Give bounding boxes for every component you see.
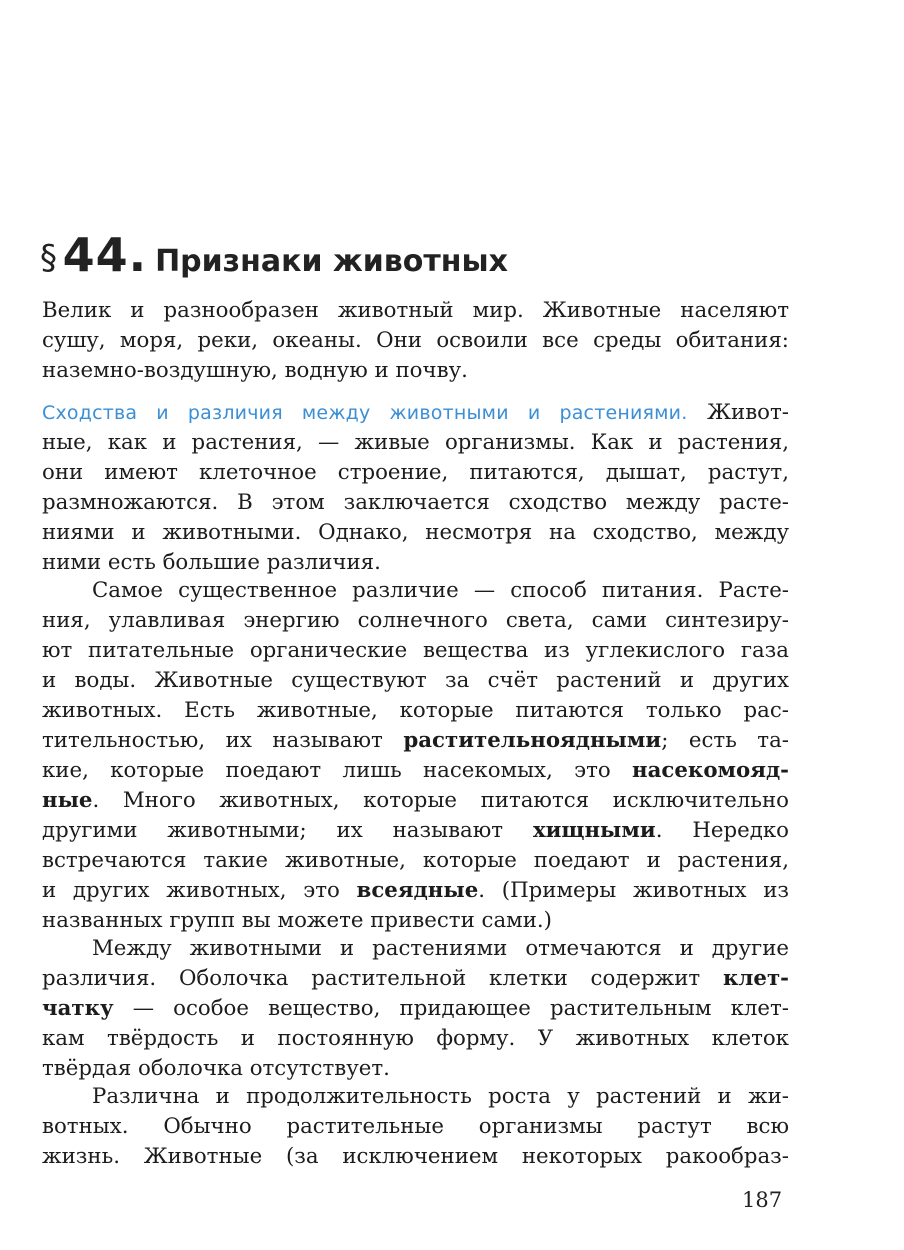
paragraph-line: Между животными и растениями отмечаются и другие [92, 936, 789, 961]
text-run: . Нередко [655, 818, 789, 843]
paragraph-line: ниями и животными. Однако, несмотря на сходство, между [42, 520, 789, 545]
subheading: Сходства и различия между животными и растениями. [42, 402, 688, 424]
section-heading [40, 228, 508, 282]
paragraph-line: и воды. Животные существуют за счёт растений и других [42, 668, 789, 693]
paragraph-line [42, 726, 789, 756]
paragraph-line [42, 398, 789, 428]
term-predators: хищными [532, 818, 656, 843]
text-run: тительностью, их называют [42, 728, 404, 753]
text-run: — особое вещество, придающее растительным клет- [113, 996, 789, 1021]
paragraph-line: ные, как и растения, — живые организмы. Как и растения, [42, 430, 789, 455]
paragraph-line: вотных. Обычно растительные организмы растут всю [42, 1114, 789, 1139]
intro-line: Велик и разнообразен животный мир. Животные населяют [42, 298, 789, 323]
text-run: ; есть та- [661, 728, 789, 753]
paragraph-line [42, 994, 789, 1024]
paragraph-line: встречаются такие животные, которые поедают и растения, [42, 848, 789, 873]
paragraph-line: ют питательные органические вещества из углекислого газа [42, 638, 789, 663]
term-insectivores: насекомояд- [632, 758, 789, 783]
text-run: . (Примеры животных из [478, 878, 790, 903]
section-title: Признаки животных [155, 244, 508, 279]
paragraph-line: животных. Есть животные, которые питаются только рас- [42, 698, 789, 723]
paragraph-line: размножаются. В этом заключается сходство между расте- [42, 490, 789, 515]
term-omnivores: всеядные [356, 878, 479, 903]
paragraph-line: названных групп вы можете привести сами.) [42, 908, 552, 933]
paragraph-line: они имеют клеточное строение, питаются, дышат, растут, [42, 460, 789, 485]
paragraph-line [42, 816, 789, 846]
intro-line: сушу, моря, реки, океаны. Они освоили все среды обитания: [42, 328, 789, 353]
text-run: и других животных, это [42, 878, 357, 903]
text-run: Живот- [687, 400, 789, 425]
intro-line: наземно-воздушную, водную и почву. [42, 358, 468, 383]
term-herbivores: растительноядными [403, 728, 662, 753]
paragraph-line [42, 876, 789, 906]
section-number: 44. [62, 228, 148, 282]
paragraph-line: ния, улавливая энергию солнечного света, сами синтезиру- [42, 608, 789, 633]
paragraph-line [42, 964, 789, 994]
text-run: другими животными; их называют [42, 818, 533, 843]
paragraph-line: жизнь. Животные (за исключением некоторых ракообраз- [42, 1144, 789, 1169]
page-number: 187 [742, 1188, 783, 1212]
paragraph-line: Самое существенное различие — способ питания. Расте- [92, 578, 789, 603]
section-symbol: § [40, 238, 57, 278]
paragraph-line: твёрдая оболочка отсутствует. [42, 1056, 390, 1081]
text-run: различия. Оболочка растительной клетки содержит [42, 966, 724, 991]
paragraph-line: кам твёрдость и постоянную форму. У животных клеток [42, 1026, 789, 1051]
term-insectivores-end: ные [42, 788, 93, 813]
text-run: кие, которые поедают лишь насекомых, это [42, 758, 633, 783]
paragraph-line [42, 786, 789, 816]
term-cellulose-end: чатку [42, 996, 114, 1021]
paragraph-line: ними есть большие различия. [42, 550, 381, 575]
paragraph-line [42, 756, 789, 786]
term-cellulose: клет- [723, 966, 789, 991]
paragraph-line: Различна и продолжительность роста у растений и жи- [92, 1084, 789, 1109]
text-run: . Много животных, которые питаются исключительно [92, 788, 789, 813]
